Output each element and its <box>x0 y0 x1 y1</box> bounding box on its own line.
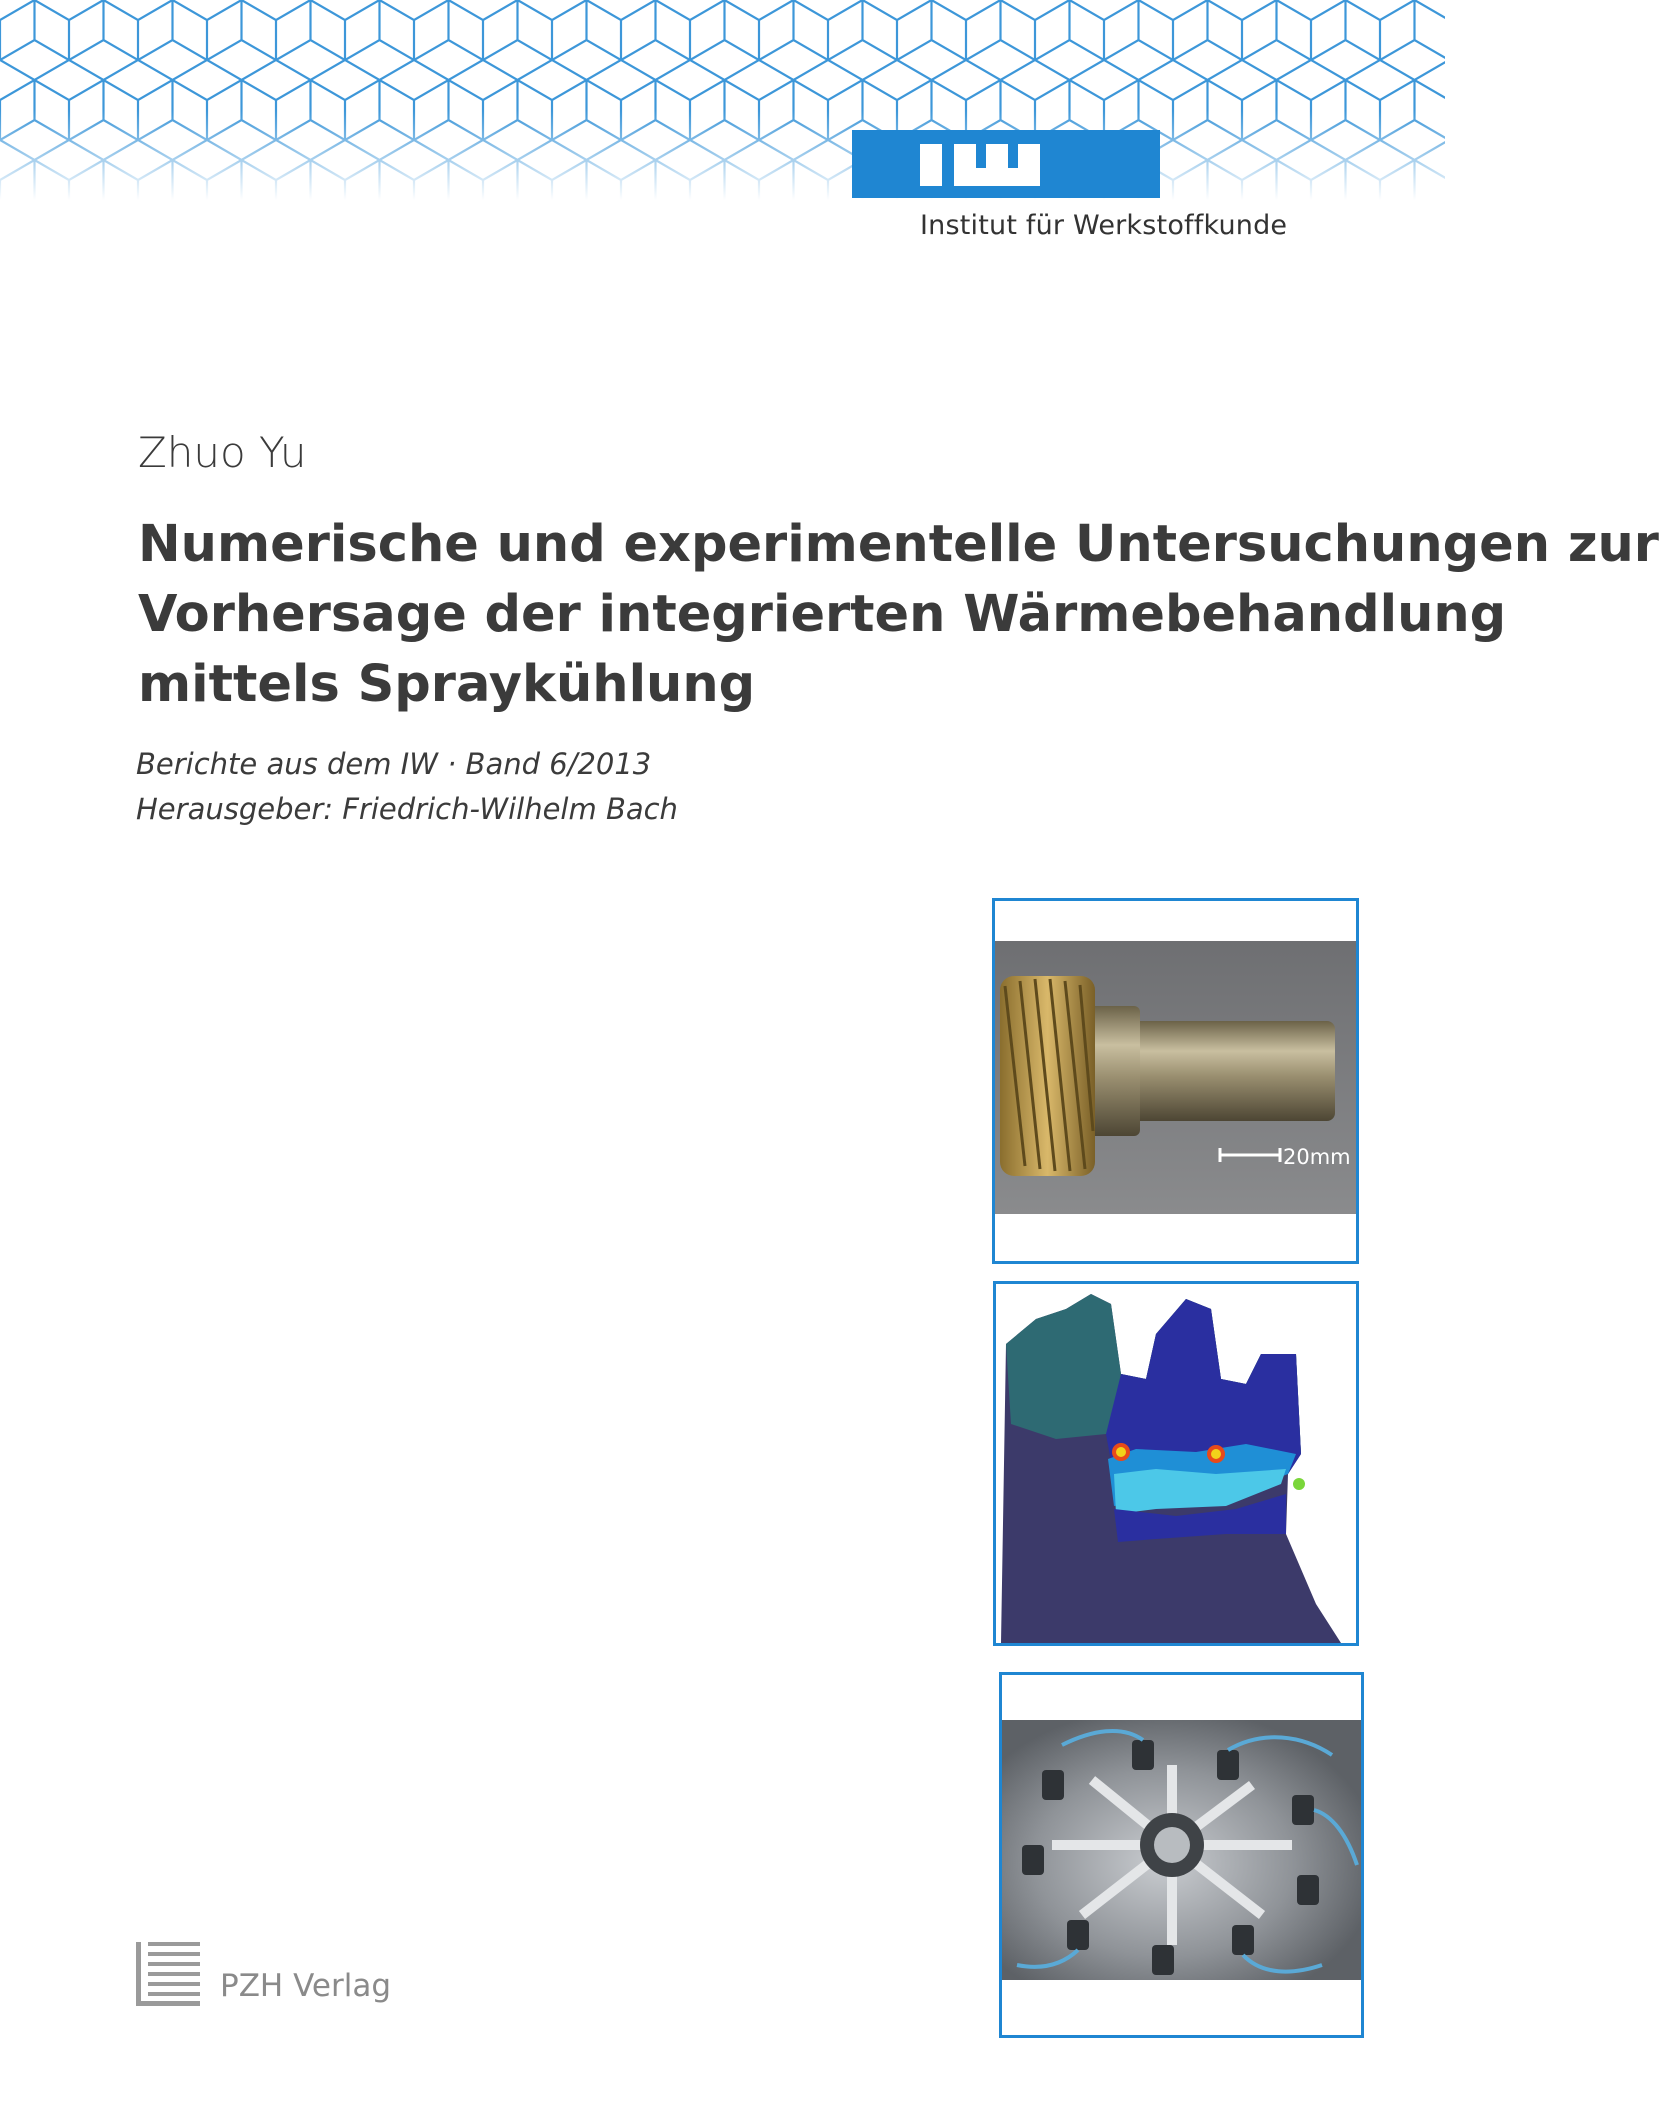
book-title <box>138 510 1659 720</box>
scale-label: 20mm <box>1283 1145 1351 1169</box>
editor-line: Herausgeber: Friedrich-Wilhelm Bach <box>136 792 678 826</box>
fem-simulation-image <box>993 1281 1359 1646</box>
series-info <box>136 742 678 832</box>
iw-logo <box>852 130 1160 198</box>
author-name: Zhuo Yu <box>138 428 307 477</box>
institute-name: Institut für Werkstoffkunde <box>920 210 1288 241</box>
gear-shaft-photo <box>992 898 1359 1264</box>
title-line: mittels Spraykühlung <box>138 655 756 714</box>
publisher-logo-icon <box>136 1942 200 2006</box>
iw-logo-icon <box>920 144 1090 186</box>
series-line: Berichte aus dem IW · Band 6/2013 <box>136 747 652 781</box>
publisher-name: PZH Verlag <box>220 1968 391 2004</box>
spray-nozzle-rig-photo <box>999 1672 1364 2038</box>
title-line: Numerische und experimentelle Untersuchungen zur <box>138 515 1659 574</box>
title-line: Vorhersage der integrierten Wärmebehandlung <box>138 585 1507 644</box>
hexagon-pattern <box>0 0 1445 200</box>
